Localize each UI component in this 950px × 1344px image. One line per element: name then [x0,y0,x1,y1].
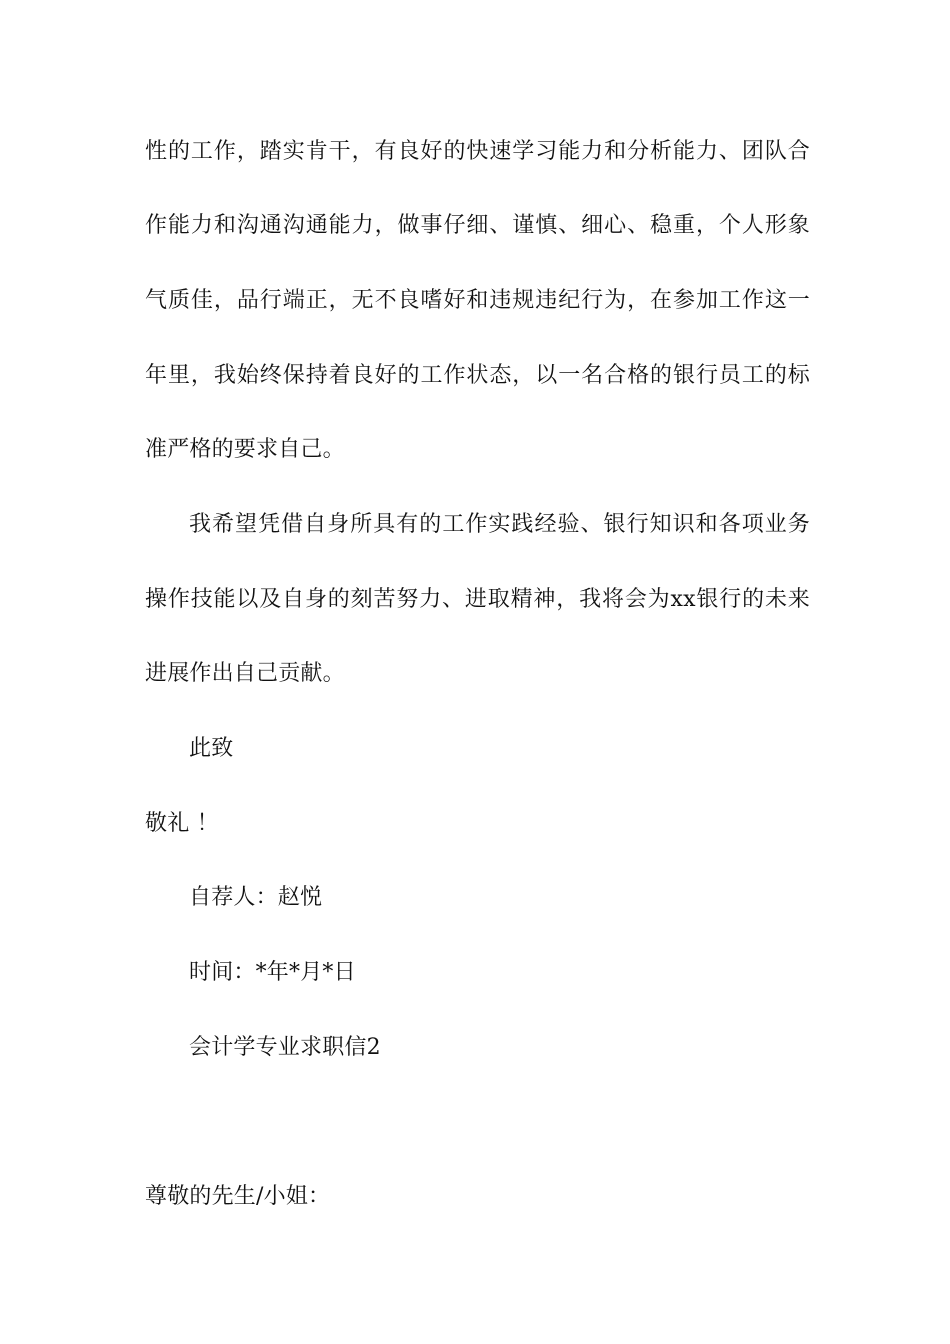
paragraph-line: 性的工作，踏实肯干，有良好的快速学习能力和分析能力、团队合 [145,139,810,164]
greeting-line: 尊敬的先生/小姐： [145,1184,331,1209]
closing-regards: 敬礼 ！ [145,811,219,836]
paragraph-line: 操作技能以及自身的刻苦努力、进取精神，我将会为xx银行的未来 [145,587,810,612]
paragraph-line: 年里，我始终保持着良好的工作状态，以一名合格的银行员工的标 [145,363,810,388]
paragraph-line: 气质佳，品行端正，无不良嗜好和违规违纪行为，在参加工作这一 [145,288,810,313]
section-title: 会计学专业求职信2 [189,1035,381,1060]
paragraph-line: 我希望凭借自身所具有的工作实践经验、银行知识和各项业务 [189,512,810,537]
signature-line: 自荐人：赵悦 [189,885,323,910]
paragraph-line: 进展作出自己贡献。 [145,661,345,686]
paragraph-line: 准严格的要求自己。 [145,437,345,462]
paragraph-line: 作能力和沟通沟通能力，做事仔细、谨慎、细心、稳重，个人形象 [145,213,810,238]
date-line: 时间：*年*月*日 [189,960,356,985]
closing-salutation: 此致 [189,736,234,761]
